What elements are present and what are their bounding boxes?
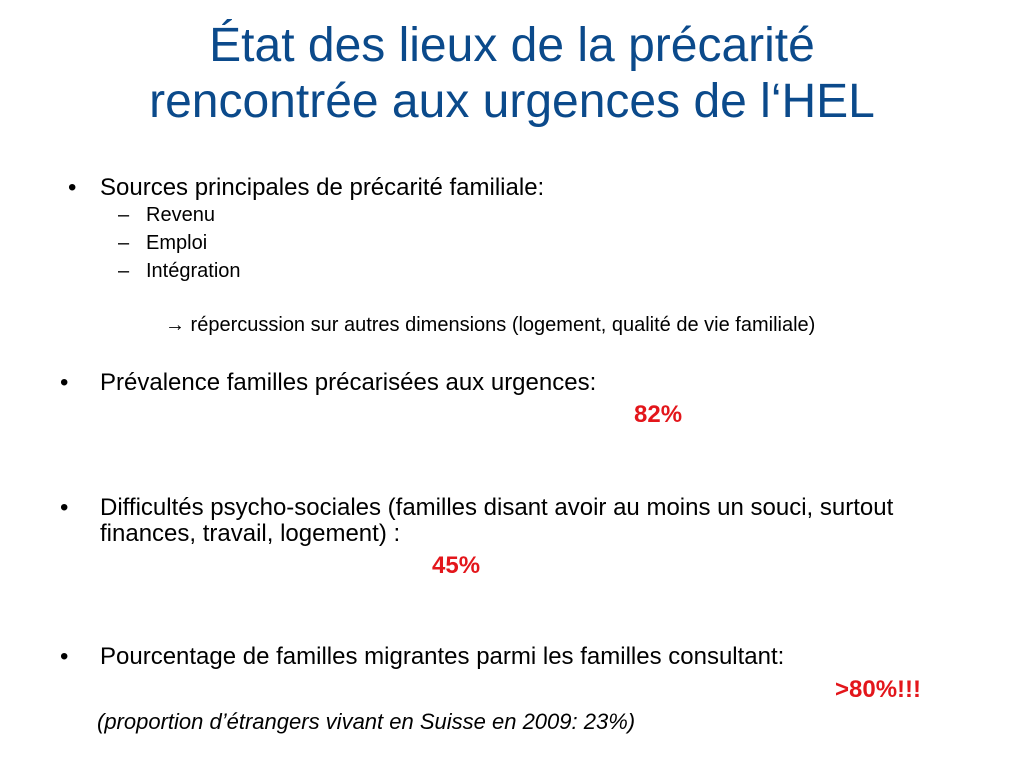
consequence-text: → répercussion sur autres dimensions (logement, qualité de vie familiale) <box>165 314 816 336</box>
subitem-dash-3: – <box>118 260 130 282</box>
bullet-dot-2: • <box>60 369 69 396</box>
bullet-dot-4: • <box>60 643 69 670</box>
subitem-dash-1: – <box>118 204 130 226</box>
subitem-revenu: Revenu <box>146 204 215 226</box>
slide-title <box>0 18 1024 130</box>
bullet-dot-3: • <box>60 494 69 521</box>
bullet-difficultes-line1: Difficultés psycho-sociales (familles disant avoir au moins un souci, surtout <box>100 494 894 521</box>
bullet-sources: Sources principales de précarité familiale: <box>100 174 545 201</box>
subitem-emploi: Emploi <box>146 232 208 254</box>
subitem-integration: Intégration <box>146 260 241 282</box>
bullet-prevalence: Prévalence familles précarisées aux urgences: <box>100 369 597 396</box>
bullet-difficultes-line2: finances, travail, logement) : <box>100 520 401 547</box>
bullet-dot-1: • <box>68 174 77 201</box>
bullet-migrantes: Pourcentage de familles migrantes parmi les familles consultant: <box>100 643 785 670</box>
prevalence-value: 82% <box>634 401 683 428</box>
slide-title-line2: rencontrée aux urgences de l‘HEL <box>149 75 875 128</box>
slide-title-line1: État des lieux de la précarité <box>209 19 815 72</box>
difficultes-value: 45% <box>432 552 481 579</box>
migrantes-value: >80%!!! <box>835 676 922 703</box>
subitem-dash-2: – <box>118 232 130 254</box>
migrantes-note: (proportion d’étrangers vivant en Suisse en 2009: 23%) <box>97 709 636 734</box>
